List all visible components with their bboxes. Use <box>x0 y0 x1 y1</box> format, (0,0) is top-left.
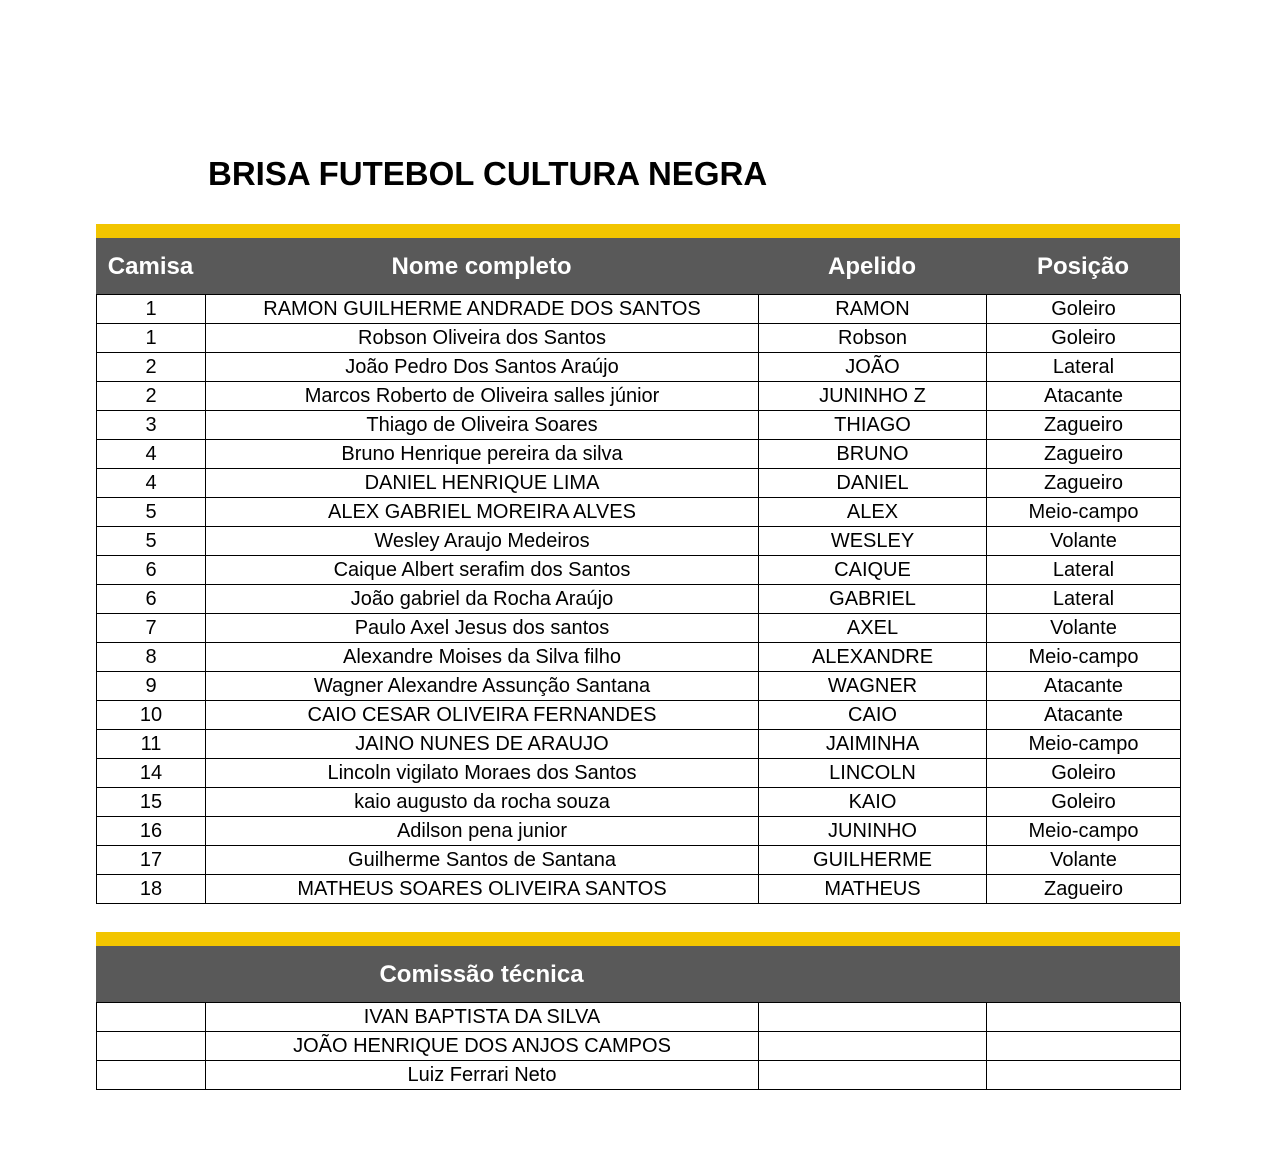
apelido-cell: CAIO <box>759 701 987 730</box>
nome-cell: ALEX GABRIEL MOREIRA ALVES <box>206 498 759 527</box>
nome-cell: DANIEL HENRIQUE LIMA <box>206 469 759 498</box>
player-row <box>97 672 1181 701</box>
empty-cell <box>987 1003 1181 1032</box>
header-nome-completo: Nome completo <box>391 253 572 280</box>
camisa-cell: 15 <box>97 788 206 817</box>
posicao-cell: Meio-campo <box>987 730 1181 759</box>
nome-cell: Lincoln vigilato Moraes dos Santos <box>206 759 759 788</box>
camisa-cell: 7 <box>97 614 206 643</box>
nome-cell: Guilherme Santos de Santana <box>206 846 759 875</box>
nome-cell: CAIO CESAR OLIVEIRA FERNANDES <box>206 701 759 730</box>
nome-cell: Luiz Ferrari Neto <box>206 1061 759 1090</box>
nome-cell: JAINO NUNES DE ARAUJO <box>206 730 759 759</box>
nome-cell: João Pedro Dos Santos Araújo <box>206 353 759 382</box>
camisa-cell: 4 <box>97 440 206 469</box>
posicao-cell: Atacante <box>987 701 1181 730</box>
posicao-cell: Atacante <box>987 382 1181 411</box>
nome-cell: Wagner Alexandre Assunção Santana <box>206 672 759 701</box>
player-row <box>97 701 1181 730</box>
camisa-cell: 11 <box>97 730 206 759</box>
posicao-cell: Meio-campo <box>987 498 1181 527</box>
posicao-cell: Goleiro <box>987 324 1181 353</box>
player-row <box>97 324 1181 353</box>
posicao-cell: Volante <box>987 527 1181 556</box>
staff-header-row <box>96 946 1180 1002</box>
camisa-cell: 2 <box>97 353 206 382</box>
staff-row <box>97 1061 1181 1090</box>
staff-row <box>97 1032 1181 1061</box>
camisa-cell: 18 <box>97 875 206 904</box>
empty-cell <box>759 1061 987 1090</box>
nome-cell: RAMON GUILHERME ANDRADE DOS SANTOS <box>206 295 759 324</box>
posicao-cell: Lateral <box>987 556 1181 585</box>
player-row <box>97 643 1181 672</box>
apelido-cell: MATHEUS <box>759 875 987 904</box>
nome-cell: MATHEUS SOARES OLIVEIRA SANTOS <box>206 875 759 904</box>
nome-cell: kaio augusto da rocha souza <box>206 788 759 817</box>
nome-cell: IVAN BAPTISTA DA SILVA <box>206 1003 759 1032</box>
header-comissao-tecnica: Comissão técnica <box>379 961 584 988</box>
apelido-cell: JUNINHO <box>759 817 987 846</box>
posicao-cell: Zagueiro <box>987 875 1181 904</box>
posicao-cell: Volante <box>987 614 1181 643</box>
camisa-cell: 8 <box>97 643 206 672</box>
apelido-cell: JAIMINHA <box>759 730 987 759</box>
apelido-cell: ALEX <box>759 498 987 527</box>
nome-cell: Marcos Roberto de Oliveira salles júnior <box>206 382 759 411</box>
staff-row <box>97 1003 1181 1032</box>
camisa-cell: 1 <box>97 324 206 353</box>
posicao-cell: Lateral <box>987 585 1181 614</box>
empty-cell <box>97 1032 206 1061</box>
apelido-cell: RAMON <box>759 295 987 324</box>
apelido-cell: WAGNER <box>759 672 987 701</box>
apelido-cell: CAIQUE <box>759 556 987 585</box>
camisa-cell: 3 <box>97 411 206 440</box>
empty-cell <box>759 1032 987 1061</box>
player-row <box>97 469 1181 498</box>
apelido-cell: GUILHERME <box>759 846 987 875</box>
nome-cell: Adilson pena junior <box>206 817 759 846</box>
apelido-cell: LINCOLN <box>759 759 987 788</box>
camisa-cell: 1 <box>97 295 206 324</box>
nome-cell: João gabriel da Rocha Araújo <box>206 585 759 614</box>
posicao-cell: Lateral <box>987 353 1181 382</box>
player-row <box>97 817 1181 846</box>
camisa-cell: 17 <box>97 846 206 875</box>
camisa-cell: 5 <box>97 498 206 527</box>
players-accent-band <box>96 224 1180 238</box>
posicao-cell: Goleiro <box>987 759 1181 788</box>
player-row <box>97 382 1181 411</box>
nome-cell: JOÃO HENRIQUE DOS ANJOS CAMPOS <box>206 1032 759 1061</box>
nome-cell: Paulo Axel Jesus dos santos <box>206 614 759 643</box>
apelido-cell: KAIO <box>759 788 987 817</box>
camisa-cell: 14 <box>97 759 206 788</box>
camisa-cell: 5 <box>97 527 206 556</box>
player-row <box>97 440 1181 469</box>
apelido-cell: JOÃO <box>759 353 987 382</box>
camisa-cell: 6 <box>97 556 206 585</box>
camisa-cell: 4 <box>97 469 206 498</box>
nome-cell: Bruno Henrique pereira da silva <box>206 440 759 469</box>
apelido-cell: THIAGO <box>759 411 987 440</box>
posicao-cell: Goleiro <box>987 295 1181 324</box>
posicao-cell: Zagueiro <box>987 469 1181 498</box>
camisa-cell: 10 <box>97 701 206 730</box>
apelido-cell: GABRIEL <box>759 585 987 614</box>
player-row <box>97 846 1181 875</box>
nome-cell: Caique Albert serafim dos Santos <box>206 556 759 585</box>
player-row <box>97 527 1181 556</box>
empty-cell <box>97 1061 206 1090</box>
posicao-cell: Zagueiro <box>987 411 1181 440</box>
empty-cell <box>987 1032 1181 1061</box>
posicao-cell: Volante <box>987 846 1181 875</box>
player-row <box>97 614 1181 643</box>
player-row <box>97 585 1181 614</box>
nome-cell: Thiago de Oliveira Soares <box>206 411 759 440</box>
apelido-cell: ALEXANDRE <box>759 643 987 672</box>
player-row <box>97 730 1181 759</box>
players-table <box>96 294 1181 904</box>
posicao-cell: Goleiro <box>987 788 1181 817</box>
camisa-cell: 2 <box>97 382 206 411</box>
header-camisa: Camisa <box>107 253 194 280</box>
empty-cell <box>987 1061 1181 1090</box>
header-posicao: Posição <box>1036 253 1130 280</box>
camisa-cell: 9 <box>97 672 206 701</box>
header-apelido: Apelido <box>828 253 916 280</box>
posicao-cell: Meio-campo <box>987 817 1181 846</box>
posicao-cell: Atacante <box>987 672 1181 701</box>
posicao-cell: Meio-campo <box>987 643 1181 672</box>
camisa-cell: 6 <box>97 585 206 614</box>
empty-cell <box>97 1003 206 1032</box>
apelido-cell: DANIEL <box>759 469 987 498</box>
player-row <box>97 788 1181 817</box>
apelido-cell: JUNINHO Z <box>759 382 987 411</box>
empty-cell <box>759 1003 987 1032</box>
apelido-cell: Robson <box>759 324 987 353</box>
page-title: BRISA FUTEBOL CULTURA NEGRA <box>208 155 768 192</box>
player-row <box>97 759 1181 788</box>
player-row <box>97 498 1181 527</box>
posicao-cell: Zagueiro <box>987 440 1181 469</box>
player-row <box>97 295 1181 324</box>
nome-cell: Robson Oliveira dos Santos <box>206 324 759 353</box>
nome-cell: Alexandre Moises da Silva filho <box>206 643 759 672</box>
camisa-cell: 16 <box>97 817 206 846</box>
player-row <box>97 411 1181 440</box>
players-header-row <box>96 238 1180 294</box>
apelido-cell: AXEL <box>759 614 987 643</box>
staff-table <box>96 1002 1181 1090</box>
staff-accent-band <box>96 932 1180 946</box>
player-row <box>97 353 1181 382</box>
player-row <box>97 556 1181 585</box>
apelido-cell: WESLEY <box>759 527 987 556</box>
apelido-cell: BRUNO <box>759 440 987 469</box>
nome-cell: Wesley Araujo Medeiros <box>206 527 759 556</box>
player-row <box>97 875 1181 904</box>
